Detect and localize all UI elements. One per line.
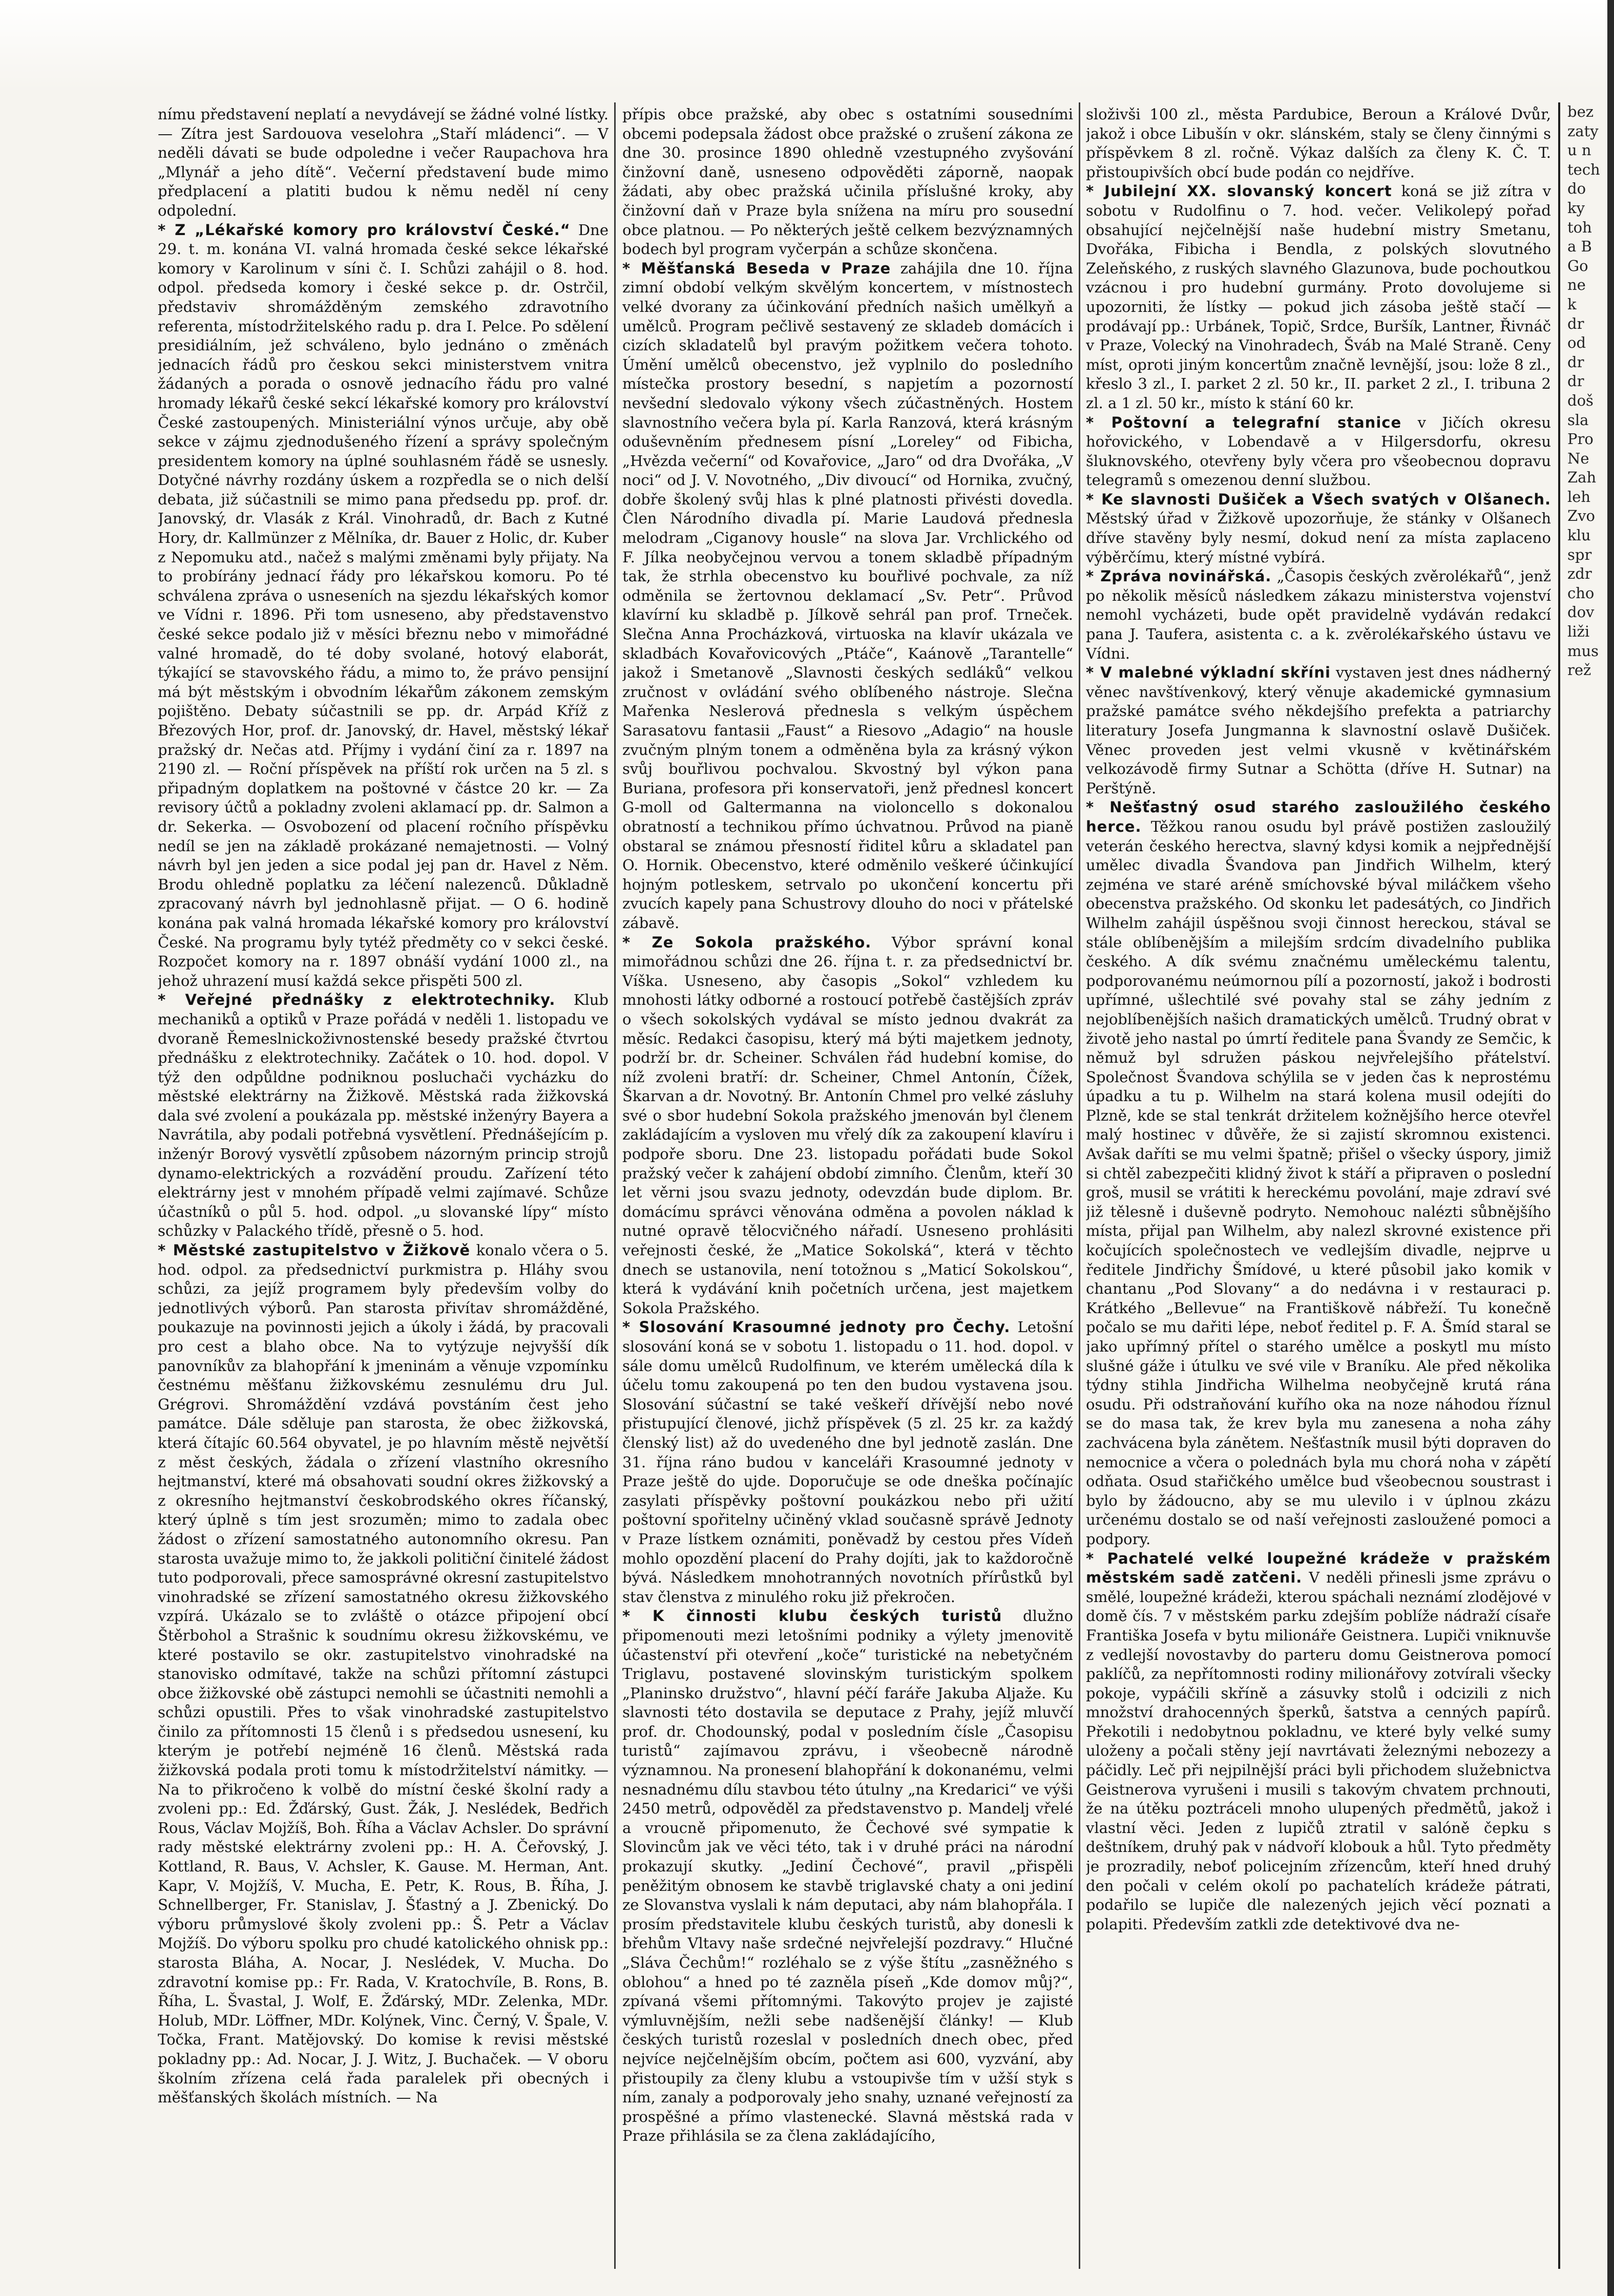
text-column-1 — [158, 105, 609, 2266]
edge-fragment: Zvo — [1567, 507, 1595, 525]
edge-fragment: toh — [1567, 218, 1592, 236]
news-item-headline: * Měšťanská Beseda v Praze — [622, 259, 891, 277]
edge-fragment: spr — [1567, 545, 1592, 563]
news-item-headline: * Ke slavnosti Dušiček a Všech svatých v Olšanech. — [1086, 490, 1551, 508]
news-item-body: vystaven jest dnes nádherný věnec navštívenkový, který věnuje akademické gymnasium pražské památce svého někdejšího prefekta a patriarchy literatury Josefa Jungmanna k slavnostní oslavě Dušiček. Věnec proveden jest velmi vkusně v květinářském velkozávodě firmy Sutnar a Schötta (dříve H. Sutnar) na Perštýně. — [1086, 664, 1551, 797]
edge-fragment: Ne — [1567, 449, 1589, 467]
news-item — [622, 259, 1073, 933]
edge-fragment: Go — [1567, 257, 1588, 275]
edge-fragment: Pro — [1567, 430, 1594, 448]
news-item-body: Dne 29. t. m. konána VI. valná hromada české sekce lékařské komory v Karolinum v síni č. I. Schůzi zahájil o 8. hod. odpol. předseda komory i české sekce p. dr. Ostrčil, představiv shromážděným zemského zdravotního referenta, místodržitelského radu p. dra I. Pelce. Po sdělení presidiálním, jež schváleno, bylo jednáno o změnách jednacích řádů pro českou sekci ministerstvem vnitra žádaných a porada o osnově jednacího řádu pro valné hromady lékařů české sekcí lékařské komory pro království České zastoupených. Ministeriální výnos určuje, aby obě sekce v zájmu zjednodušeného řízení a správy společným presidentem komory na úplné souhlasném řádě se usnesly. Dotyčné návrhy rozdány úskem a rozpředla se o nich delší debata, již súčastnili se mimo pana předsedu pp. prof. dr. Janovský, dr. Vlasák z Král. Vinohradů, dr. Bach z Kutné Hory, dr. Kallmünzer z Mělníka, dr. Bauer z Holic, dr. Kuber z Nepomuku atd., načež s malými změnami byly přijaty. Na to probírány jednací řády pro lékařskou komoru. Po té schválena zpráva o usneseních na sjezdu lékařských komor ve Vídni r. 1896. Při tom usneseno, aby představenstvo české sekce podalo již v měsíci březnu nebo v mimořádné valné hromadě, do té doby svolané, hotový elaborát, týkající se stavovského řádu, a mimo to, že právo pensijní má být městským i obvodním lékařům zákonem zemským pojištěno. Debaty súčastnili se pp. dr. Arpád Kříž z Březových Hor, prof. dr. Janovský, dr. Havel, městský lékař pražský dr. Nečas atd. Příjmy i vydání činí za r. 1897 na 2190 zl. — Roční příspěvek na příští rok určen na 5 zl. s připadným doplatkem na poštovné v částce 20 kr. — Za revisory účtů a pokladny zvoleni aklamací pp. dr. Salmon a dr. Sekerka. — Osvobození od placení ročního příspěvku nedíl se jen na základě prokázané nemajetnosti. — Volný návrh byl jen jeden a sice podal jej pan dr. Havel z Něm. Brodu ohledně poplatku za léčení nalezenců. Důkladně zpracovaný návrh byl jednohlasně přijat. — O 6. hodině konána pak valná hromada lékařské komory pro království České. Na programu byly tytéž předměty co v sekci české. Rozpočet komory na r. 1897 obnáší vydání 1000 zl., na jehož uhrazení musí každá sekce přispěti 500 zl. — [158, 221, 609, 989]
news-item-body: Těžkou ranou osudu byl právě postižen zasloužilý veterán českého herectva, slavný kdysi komik a nejpřednější umělec divadla Švandova pan Jindřich Wilhelm, který zejména ve staré aréně smíchovské býval miláčkem všeho obecenstva pražského. Od skonku let padesátých, co Jindřich Wilhelm zahájil úspěšnou svoji činnost hereckou, stával se stále oblíbenějším a milejším srdcím divadelního publika českého. A dík svému značnému uměleckému talentu, podporovanému neúmornou pílí a pozorností, jakož i bodrosti upřímné, ušlechtilé své povahy stal se záhy jedním z nejoblíbenějších našich dramatických umělců. Trudný obrat v životě jeho nastal po úmrtí ředitele pana Švandy ze Semčic, k němuž byl sdružen páskou nejvřelejšího přátelství. Společnost Švandova schýlila se v jeden čas k neprostému úpadku a tu p. Wilhelm na stará kolena musil odejíti do Plzně, kde se stal tenkrát držitelem kožnějšího herce otevřel malý hostinec v důvěře, že si zajistí skromnou existenci. Avšak daříti se mu velmi špatně; přišel o všecky úspory, jimiž si chtěl zabezpečiti klidný život k stáří a připraven o poslední groš, musil se vrátiti k hereckému povolání, maje zdraví své již tělesně i duševně podryto. Nemohouc nalézti sůbnějšího místa, přijal pan Wilhelm, aby nalezl skrovné existence při kočujících společnostech ve vedlejším divadle, nejprve u ředitele Jindřichy Šmídové, u které působil jako komik v chantanu „Pod Slovany“ a do nedávna i v restauraci p. Krátkého „Bellevue“ na Františkově nábřeží. Tu konečně počalo se mu dařiti lépe, neboť ředitel p. F. A. Šmíd staral se jako upřímný přítel o starého umělce a poskytl mu místo slušné gáže i útulku ve své vile v Braníku. Ale před několika týdny stihla Jindřicha Wilhelma neobyčejně krutá rána osudu. Při odstraňování kuřího oka na noze náhodou říznul se do masa tak, že krev byla mu zanesena a noha záhy zachvácena byla zánětem. Nešťastník musil býti dopraven do nemocnice a včera o polednách byla mu chorá noha v zápětí odňata. Osud stařičkého umělce bud všeobecnou soustrast i bylo by žádoucno, aby se mu ulevilo i v úplnou zkázu určenému dostalo se od naší veřejnosti zasloužené pomoci a podpory. — [1086, 817, 1551, 1548]
news-item-headline: * Nešťastný osud starého zasloužilého českého herce. — [1086, 798, 1551, 835]
news-item-body: Městský úřad v Žižkově upozorňuje, že stánky v Olšanech dříve stavěny byly nesmí, dokud není za místa zaplaceno výběrčímu, který místné vybírá. — [1086, 510, 1551, 566]
news-item-headline: * Ze Sokola pražského. — [622, 933, 872, 951]
news-item — [158, 1241, 609, 2108]
edge-fragment: rež — [1567, 661, 1591, 679]
article-continuation — [158, 105, 609, 221]
news-item — [1086, 663, 1551, 798]
edge-fragment: liži — [1567, 623, 1590, 641]
news-item-body: Klub mechaniků a optiků v Praze pořádá v neděli 1. listopadu ve dvoraně Řemeslnickoživnostenské besedy pražské čtvrtou přednášku z elektrotechniky. Začátek o 10. hod. dopol. V týž den odpůldne podniknou posluchači vycházku do městské elektrárny na Žižkově. Městská rada žižkovská dala své zvolení a poukázala pp. městské inženýry Bayera a Navrátila, aby podali potřebná vysvětlení. Přednášejícím p. inženýr Borový vysvětlí způsobem názorným princip strojů dynamo-elektrických a rozvádění proudu. Zařízení této elektrárny jest v mnohém případě velmi zajímavé. Schůze účastníků o půl 5. hod. odpol. „u slovanské lípy“ místo schůzky v Palackého třídě, přesně o 5. hod. — [158, 991, 609, 1240]
edge-fragment: ne — [1567, 276, 1586, 294]
news-item-body: koná se již zítra v sobotu v Rudolfinu o 7. hod. večer. Velikolepý pořad obsahující nejčelnější naše hudební mistry Smetanu, Dvořáka, Fibicha i Bendla, z polských slovutného Zeleňského, z ruských slavného Glazunova, bude pochoutkou vzácnou i pro hudební gurmány. Proto dovolujeme si upozorniti, že lístky — pokud jich zásoba ještě stačí — prodávají pp.: Urbánek, Topič, Srdce, Buršík, Lantner, Řivnáč v Praze, Volecký na Vinohradech, Šváb na Malé Straně. Ceny míst, oproti jiným koncertům značně levnější, jsou: lože 8 zl., křeslo 3 zl., I. parket 2 zl. 50 kr., II. parket 2 zl., I. tribuna 2 zl. a 1 zl. 50 kr., místo k stání 60 kr. — [1086, 182, 1551, 412]
news-item — [158, 221, 609, 991]
news-item-headline: * Pachatelé velké loupežné krádeže v pražském městském sadě zatčeni. — [1086, 1549, 1551, 1587]
news-item-headline: * Poštovní a telegrafní stanice — [1086, 413, 1402, 431]
edge-fragment: cho — [1567, 584, 1595, 602]
edge-fragment: dr — [1567, 353, 1584, 371]
edge-fragment: klu — [1567, 526, 1591, 544]
news-item-headline: * K činnosti klubu českých turistů — [622, 1607, 1002, 1625]
news-item — [1086, 567, 1551, 663]
edge-fragment: do — [1567, 180, 1586, 198]
news-item-headline: * Veřejné přednášky z elektrotechniky. — [158, 991, 556, 1009]
news-item — [1086, 798, 1551, 1549]
news-item-headline: * V malebné výkladní skříni — [1086, 664, 1331, 682]
news-item — [1086, 1549, 1551, 1934]
news-item — [1086, 182, 1551, 413]
news-item-headline: * Jubilejní XX. slovanský koncert — [1086, 182, 1392, 200]
page-gutter-rule — [1558, 102, 1560, 2269]
edge-fragment: dr — [1567, 314, 1584, 332]
page-binding-edge — [1607, 0, 1614, 2296]
article-continuation — [1086, 105, 1551, 182]
edge-fragment: leh — [1567, 488, 1591, 505]
edge-fragment: tech — [1567, 160, 1600, 178]
edge-fragment: zdr — [1567, 565, 1592, 583]
news-item-body: „Časopis českých zvěrolékařů“, jenž po několik měsíců následkem zákazu ministerstva vojenství nemohl vycházeti, bude opět pravidelně vydáván redakcí pana J. Taufera, asistenta c. a k. zvěrolékařského ústavu ve Vídni. — [1086, 567, 1551, 662]
column-rule — [614, 102, 616, 2269]
news-item — [158, 991, 609, 1241]
news-item-headline: * Městské zastupitelstvo v Žižkově — [158, 1241, 471, 1259]
edge-fragment: dr — [1567, 372, 1584, 390]
edge-fragment: mus — [1567, 642, 1599, 660]
news-item-body: složivši 100 zl., města Pardubice, Beroun a Králové Dvůr, jakož i obce Libušín v okr. slánském, staly se členy činnými s příspěvkem 8 zl. ročně. Výkaz dalších za členy K. Č. T. přistoupivších obcí bude podán co nejdříve. — [1086, 106, 1551, 181]
news-item-body: Letošní slosování koná se v sobotu 1. listopadu o 11. hod. dopol. v sále domu umělců Rudolfinum, ve kterém umělecká díla k účelu tomu zakoupená po ten den budou vystavena jsou. Slosování súčastní se také veškeří dřívější nebo nové přistupující členové, jichž příspěvek (5 zl. 25 kr. za každý členský list) až do uvedeného dne byl jednotě zaslán. Dne 31. října ráno budou v kanceláři Krasoumné jednoty v Praze ještě do ujde. Doporučuje se ode dneška počínajíc zasylati příspěvky poštovní poukázkou nebo při užití poštovní spořitelny učiněný vklad současně správě Jednoty v Praze lístkem oznámiti, poněvadž by cestou přes Vídeň mohlo opozdění placení do Prahy dojíti, jak to každoročně bývá. Následkem mnohotranných novotních přírůstků byl stav členstva z minulého roku již překročen. — [622, 1318, 1073, 1606]
edge-fragment: doš — [1567, 391, 1594, 409]
text-column-3 — [1086, 105, 1551, 2266]
news-item-body: dlužno připomenouti mezi letošními podniky a výlety jmenovitě účastenství při otevření „koče“ turistické na nebetyčném Triglavu, postavené slovinským turistickým spolkem „Planinsko družstvo“, hlavní péčí faráře Jakuba Aljaže. Ku slavnosti této dostavila se deputace z Prahy, jejíž mluvčí prof. dr. Chodounský, podal v posledním čísle „Časopisu turistů“ zajímavou zprávu, i všeobecně národně významnou. Na pronesení blahopřání k dokonanému, velmi nesnadnému dílu stavbou této útulny „na Kredarici“ ve výši 2450 metrů, odpověděl za představenstvo p. Mandelj vřelé a vroucně připomenuto, že Čechové své sympatie k Slovincům jak ve věci této, tak i v druhé práci na národní prokazují skutky. „Jediní Čechové“, pravil „přispěli peněžitým obnosem ke stavbě triglavské chaty a oni jediní ze Slovanstva vyslali k nám deputaci, aby nám blahopřála. I prosím představitele klubu českých turistů, aby donesli k břehům Vltavy naše srdečné nejvřelejší pozdravy.“ Hlučné „Sláva Čechům!“ rozléhalo se z výše štítu „zasněžného s oblohou“ a hned po té zazněla píseň „Kde domov můj?“, zpívaná všemi přítomnými. Takovýto projev je zajisté výmluvnějším, nežli sebe nadšenější články! — Klub českých turistů rozeslal v posledních dnech obec, před nejvíce nejčelnějším obcím, počtem asi 600, vyzvání, aby přistoupily za členy klubu a vstoupivše tím v užší styk s ním, zanaly a podporovaly jeho snahy, uznané veřejností za prospěšné a přímo vlastenecké. Slavná městská rada v Praze přihlásila se za člena zakládajícího, — [622, 1607, 1073, 2145]
news-item-headline: * Zpráva novinářská. — [1086, 567, 1272, 585]
edge-fragment: zaty — [1567, 122, 1599, 140]
edge-fragment: od — [1567, 334, 1586, 352]
edge-fragment: k — [1567, 295, 1577, 313]
edge-fragment: sla — [1567, 411, 1589, 429]
text-column-2 — [622, 105, 1073, 2266]
news-item — [622, 1607, 1073, 2146]
news-item-body: konalo včera o 5. hod. odpol. za předsednictví purkmistra p. Hláhy svou schůzi, za jejíž programem byly především volby do jednotlivých výborů. Pan starosta přivítav shromážděné, poukazuje na povinnosti jejich a úkoly i žádá, by pracovali pro cest a blaho obce. Na to vytýzuje nejvyšší dík panovníkův za blahopřání k jmeninám a věnuje vzpomínku čestnému měšťanu žižkovskému zesnulému dru Jul. Grégrovi. Shromáždění vzdává povstáním čest jeho památce. Dále sděluje pan starosta, že obec žižkovská, která čítajíc 60.564 obyvatel, je po hlavním městě největší z měst českých, žádala o zřízení vlastního okresního hejtmanství, které má obsahovati soudní okres žižkovský a z okresního hejtmanství českobrodského okres říčanský, který úplně s tím jest srozuměn; mimo to zadala obec žádost o zřízení samostatného autonomního okresu. Pan starosta uvažuje mimo to, že jakkoli političní činitelé žádost tuto podporovali, přece samosprávné okresní zastupitelstvo vinohradské se zřízení samostatného okresu žižkovského vzpírá. Ukázalo se to zvláště o otázce připojení obcí Štěrbohol a Strašnic k soudnímu okresu žižkovskému, ve které postavilo se okr. zastupitelstvo vinohradské na stanovisko odmítavé, takže na schůzi přítomní zástupci obce žižkovské obě zástupci nemohli se účastniti nemohli a schůzi opustili. Přes to však vinohradské zastupitelstvo činilo za přítomnosti 15 členů i s předsedou usnesení, ku kterým je potřebí nejméně 16 členů. Městská rada žižkovská podala proti tomu k místodržitelství námitky. — Na to přikročeno k volbě do místní české školní rady a zvoleni pp.: Ed. Žďárský, Gust. Žák, J. Neslédek, Bedřich Rous, Václav Mojžíš, Boh. Říha a Václav Achsler. Do správní rady městské elektrárny zvoleni pp.: H. A. Čeřovský, J. Kottland, R. Baus, V. Achsler, K. Gause. M. Herman, Ant. Kapr, V. Mojžíš, V. Mucha, E. Petr, K. Rous, B. Říha, J. Schnellberger, Fr. Stanislav, J. Šťastný a J. Zbenický. Do výboru průmyslové školy zvoleni pp.: Š. Petr a Václav Mojžíš. Do výboru spolku pro chudé katolického ohnisk pp.: starosta Bláha, A. Nocar, J. Neslédek, V. Mucha. Do zdravotní komise pp.: Fr. Rada, V. Kratochvíle, B. Rons, B. Říha, L. Švastal, J. Wolf, E. Žďárský, MDr. Zelenka, MDr. Holub, MDr. Löffner, MDr. Kolýnek, Vinc. Černý, V. Špale, V. Točka, Frant. Matějovský. Do komise k revisi městské pokladny pp.: Ad. Nocar, J. J. Witz, J. Buchaček. — V oboru školním zřízena celá řada paralelek při obecných i měšťanských školách místních. — Na — [158, 1241, 609, 2107]
edge-fragment: Zah — [1567, 469, 1597, 487]
edge-fragment: ky — [1567, 199, 1585, 217]
edge-fragment: bez — [1567, 103, 1594, 120]
news-item-body: přípis obce pražské, aby obec s ostatními sousedními obcemi podepsala žádost obce pražské o zrušení zákona ze dne 30. prosince 1890 ohledně vzestupného zvyšování činžovní daně, usneseno odpověděti záporně, naopak žádati, aby obec pražská učinila příslušné kroky, aby činžovní daň v Praze byla snížena na míru pro sousední obce platnou. — Po některých ještě celkem bezvýznamných bodech byl program vyčerpán a schůze skončena. — [622, 106, 1073, 258]
edge-fragment: a B — [1567, 238, 1592, 256]
news-item — [1086, 413, 1551, 490]
news-item — [1086, 490, 1551, 567]
column-rule — [1079, 102, 1080, 2269]
edge-fragment: dov — [1567, 603, 1595, 621]
edge-fragment: u n — [1567, 141, 1591, 159]
news-item-body: zahájila dne 10. října zimní období velkým skvělým koncertem, v místnostech velké dvorany za účinkování předních našich umělkyň a umělců. Program pečlivě sestavený ze skladeb domácích i cizích skladatelů byl pravým požitkem večera tohoto. Úmění umělců obecenstvo, jež vyplnilo do posledního místečka prostory besední, s napjetím a pozorností nevšední sledovalo výkony všech zúčastněných. Hostem slavnostního večera byla pí. Karla Ranzová, která krásným oduševněním přednesem písní „Loreley“ od Fibicha, „Hvězda večerní“ od Kovařovice, „Jaro“ od dra Dvořáka, „V noci“ od J. V. Novotného, „Div divoucí“ od Hornika, zvučný, dobře školený svůj hlas k plné platnosti přivésti dovedla. Člen Národního divadla pí. Marie Laudová přednesla melodram „Ciganovy housle“ na slova Jar. Vrchlického od F. Jílka neobyčejnou vervou a tonem skladbě případným tak, že strhla obecenstvo ku bouřlivé pochvale, za níž odměnila se žertovnou deklamací „Sv. Petr“. Průvod klavírní ku skladbě p. Jílkově sehrál pan prof. Trneček. Slečna Anna Procházková, virtuoska na klavír ukázala ve skladbách Kovařovicových „Ptáče“, Kaánově „Tarantelle“ jakož i Smetanově „Slavnosti českých sedláků“ velkou zručnost v ovládání svého oblíbeného nástroje. Slečna Mařenka Neslerová přednesla s velkým úspěchem Sarasatovu fantasii „Faust“ a Riesovo „Adagio“ na housle zvučným plným tonem a odměněna byla za krásný výkon svůj bouřlivou pochvalou. Skvostný byl výkon pana Buriana, profesora při konservatoři, jenž přednesl koncert G-moll od Galtermanna na violoncello s dokonalou obratností a technikou přímo úchvatnou. Průvod na pianě obstaral se známou přesností řiditel kůru a skladatel pan O. Hornik. Obecenstvo, které odměnilo veškeré účinkující hojným potleskem, setrvalo po ukončení koncertu při zvucích kapely pana Schustrovy dlouho do noci v přátelské zábavě. — [622, 259, 1073, 932]
news-item-body: V neděli přinesli jsme zprávu o smělé, loupežné krádeži, kterou spáchali neznámí zlodějové v domě čís. 7 v městském parku zdejším poblíže nádraží císaře Františka Josefa v bytu milionáře Geistnera. Lupiči vniknuvše z vedlejší novostavby do parteru domu Geistnerova pomocí paklíčů, za nepřítomnosti rodiny milionářovy zotvírali všecky pokoje, vypáčili skříně a zásuvky stolů i odcizili z nich množství drahocenných šperků, šatstva a cenných papírů. Překotili i nedobytnou pokladnu, ve které byly velké sumy uloženy a počali stěny její navrtávati železnými nebozezy a páčidly. Leč při nejpilnější práci byli přichodem služebnictva Geistnerova vyrušeni i musili s takovým chvatem prchnouti, že na útěku poztráceli mnoho ulupených předmětů, jakož i vlastní věci. Jeden z lupičů ztratil v salóně čepku s deštníkem, druhý pak v nádvoří klobouk a hůl. Tyto předměty je prozradily, neboť policejním zřízencům, kteří hned druhý den počali v celém okolí po pachatelích krádeže pátrati, podařilo se lupiče dle nalezených jejich věcí poznati a polapiti. Především zatkli zde detektivové dva ne- — [1086, 1569, 1551, 1933]
news-item-body: nímu představení neplatí a nevydávejí se žádné volné lístky. — Zítra jest Sardouova veselohra „Staří mládenci“. — V neděli dávati se bude odpoledne i večer Raupachova hra „Mlynář a jeho dítě“. Večerní představení bude mimo předplacení a platiti budou k němu neděl ní ceny odpolední. — [158, 106, 609, 219]
news-item-body: Výbor správní konal mimořádnou schůzi dne 26. října t. r. za předsednictví br. Víška. Usneseno, aby časopis „Sokol“ vzhledem ku mnohosti látky odborné a rostoucí potřebě častějších zpráv o všech sokolských vydával se místo jednou dvakrát za měsíc. Redakci časopisu, který má býti majetkem jednoty, podrží br. dr. Scheiner. Schválen řád hudební komise, do níž zvoleni bratří: dr. Scheiner, Chmel Antonín, Čížek, Škarvan a dr. Novotný. Br. Antonín Chmel pro velké zásluhy své o sbor hudební Sokola pražského jmenován byl členem zakládajícím a vysloven mu vřelý dík za zakoupení klavíru i podpoře sboru. Dne 23. listopadu pořádati bude Sokol pražský večer k zahájení období zimního. Členům, kteří 30 let věrni jsou svazu jednoty, odevzdán bude diplom. Br. domácímu správci věnována odměna a povolen náklad k nutné opravě tělocvičného nářadí. Usneseno prohlásiti veřejnosti české, že „Matice Sokolská“, která v těchto dnech se ustanovila, není totožnou s „Maticí Sokolskou“, která k vydávání knih početních určena, jest majetkem Sokola Pražského. — [622, 933, 1073, 1317]
news-item — [622, 933, 1073, 1318]
news-item — [622, 1318, 1073, 1607]
news-item-body: v Jičích okresu hořovického, v Lobendavě a v Hilgersdorfu, okresu šluknovského, otevřeny byly včera pro všeobecnou dopravu telegramů s omezenou denní službou. — [1086, 413, 1551, 489]
news-item-headline: * Slosování Krasoumné jednoty pro Čechy. — [622, 1318, 1011, 1336]
news-item-headline: * Z „Lékařské komory pro království České.“ — [158, 221, 571, 239]
page-top-margin — [0, 0, 1614, 92]
article-continuation — [622, 105, 1073, 259]
